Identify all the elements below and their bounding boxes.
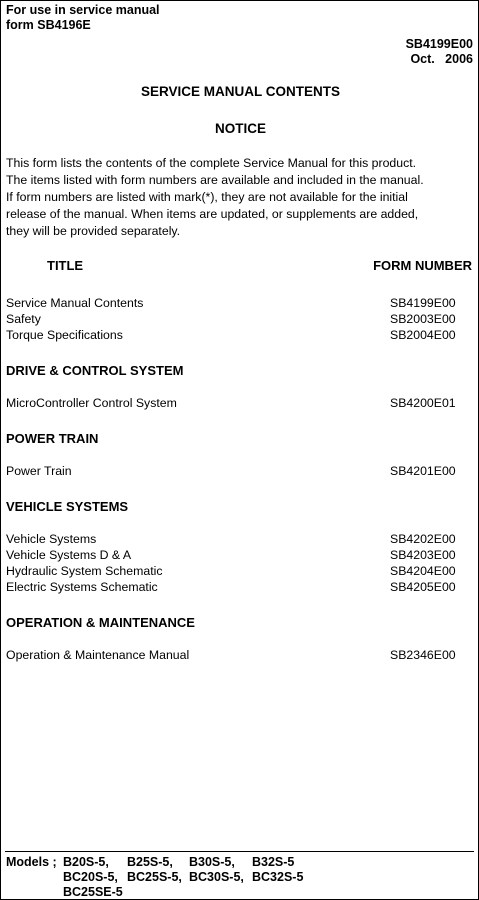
contents-row bbox=[6, 563, 466, 579]
header-left bbox=[6, 3, 160, 33]
spacer bbox=[6, 448, 466, 463]
document-title: SERVICE MANUAL CONTENTS bbox=[140, 84, 341, 99]
contents-list bbox=[6, 295, 466, 663]
intro-line: This form lists the contents of the complete Service Manual for this product. bbox=[6, 156, 417, 170]
contents-item-form-number: SB4204E00 bbox=[390, 564, 456, 578]
spacer bbox=[6, 595, 466, 614]
section-heading: VEHICLE SYSTEMS bbox=[6, 499, 129, 514]
model-code: B25S-5, bbox=[127, 855, 173, 869]
spacer bbox=[6, 632, 466, 647]
contents-item-title: MicroController Control System bbox=[6, 396, 177, 410]
contents-row bbox=[6, 531, 466, 547]
spacer bbox=[6, 380, 466, 395]
contents-item-title: Safety bbox=[6, 312, 41, 326]
contents-item-form-number: SB2004E00 bbox=[390, 328, 456, 342]
contents-item-form-number: SB4201E00 bbox=[390, 464, 456, 478]
contents-item-title: Operation & Maintenance Manual bbox=[6, 648, 190, 662]
model-code: B32S-5 bbox=[252, 855, 295, 869]
contents-item-title: Vehicle Systems bbox=[6, 532, 97, 546]
contents-item-form-number: SB4205E00 bbox=[390, 580, 456, 594]
contents-row bbox=[6, 311, 466, 327]
header-form-number: SB4199E00 bbox=[405, 37, 473, 51]
notice-heading: NOTICE bbox=[214, 121, 266, 136]
spacer bbox=[6, 479, 466, 498]
model-code: B30S-5, bbox=[189, 855, 235, 869]
models-label: Models ; bbox=[6, 855, 57, 869]
contents-item-form-number: SB4202E00 bbox=[390, 532, 456, 546]
spacer bbox=[6, 516, 466, 531]
contents-item-title: Service Manual Contents bbox=[6, 296, 144, 310]
column-header-title: TITLE bbox=[47, 258, 84, 273]
contents-row bbox=[6, 327, 466, 343]
contents-row bbox=[6, 463, 466, 479]
intro-line: they will be provided separately. bbox=[6, 224, 181, 238]
section-heading: POWER TRAIN bbox=[6, 431, 99, 446]
intro-line: release of the manual. When items are updated, or supplements are added, bbox=[6, 207, 419, 221]
intro-line: If form numbers are listed with mark(*), they are not available for the initial bbox=[6, 190, 408, 204]
contents-item-form-number: SB2003E00 bbox=[390, 312, 456, 326]
contents-item-form-number: SB4200E01 bbox=[390, 396, 456, 410]
header-form-ref: form SB4196E bbox=[6, 18, 91, 32]
model-code: BC30S-5, bbox=[189, 870, 244, 884]
model-code: B20S-5, bbox=[63, 855, 109, 869]
contents-item-title: Vehicle Systems D & A bbox=[6, 548, 132, 562]
model-code: BC25S-5, bbox=[127, 870, 182, 884]
contents-item-form-number: SB4203E00 bbox=[390, 548, 456, 562]
contents-item-form-number: SB4199E00 bbox=[390, 296, 456, 310]
contents-row bbox=[6, 647, 466, 663]
section-heading: OPERATION & MAINTENANCE bbox=[6, 615, 195, 630]
contents-row bbox=[6, 547, 466, 563]
contents-item-title: Torque Specifications bbox=[6, 328, 123, 342]
contents-row bbox=[6, 295, 466, 311]
footer-divider bbox=[5, 851, 474, 852]
spacer bbox=[6, 411, 466, 430]
header-date: Oct. 2006 bbox=[410, 52, 473, 66]
contents-item-form-number: SB2346E00 bbox=[390, 648, 456, 662]
intro-line: The items listed with form numbers are available and included in the manual. bbox=[6, 173, 424, 187]
section-heading: DRIVE & CONTROL SYSTEM bbox=[6, 363, 184, 378]
contents-row bbox=[6, 395, 466, 411]
intro-paragraph bbox=[6, 155, 424, 240]
contents-item-title: Hydraulic System Schematic bbox=[6, 564, 163, 578]
model-code: BC25SE-5 bbox=[63, 885, 123, 899]
header-use-note: For use in service manual bbox=[6, 3, 160, 17]
contents-item-title: Electric Systems Schematic bbox=[6, 580, 158, 594]
model-code: BC20S-5, bbox=[63, 870, 118, 884]
contents-row bbox=[6, 579, 466, 595]
model-code: BC32S-5 bbox=[252, 870, 304, 884]
spacer bbox=[6, 343, 466, 362]
contents-item-title: Power Train bbox=[6, 464, 72, 478]
header-right bbox=[406, 37, 473, 67]
column-header-form-number: FORM NUMBER bbox=[373, 258, 472, 273]
